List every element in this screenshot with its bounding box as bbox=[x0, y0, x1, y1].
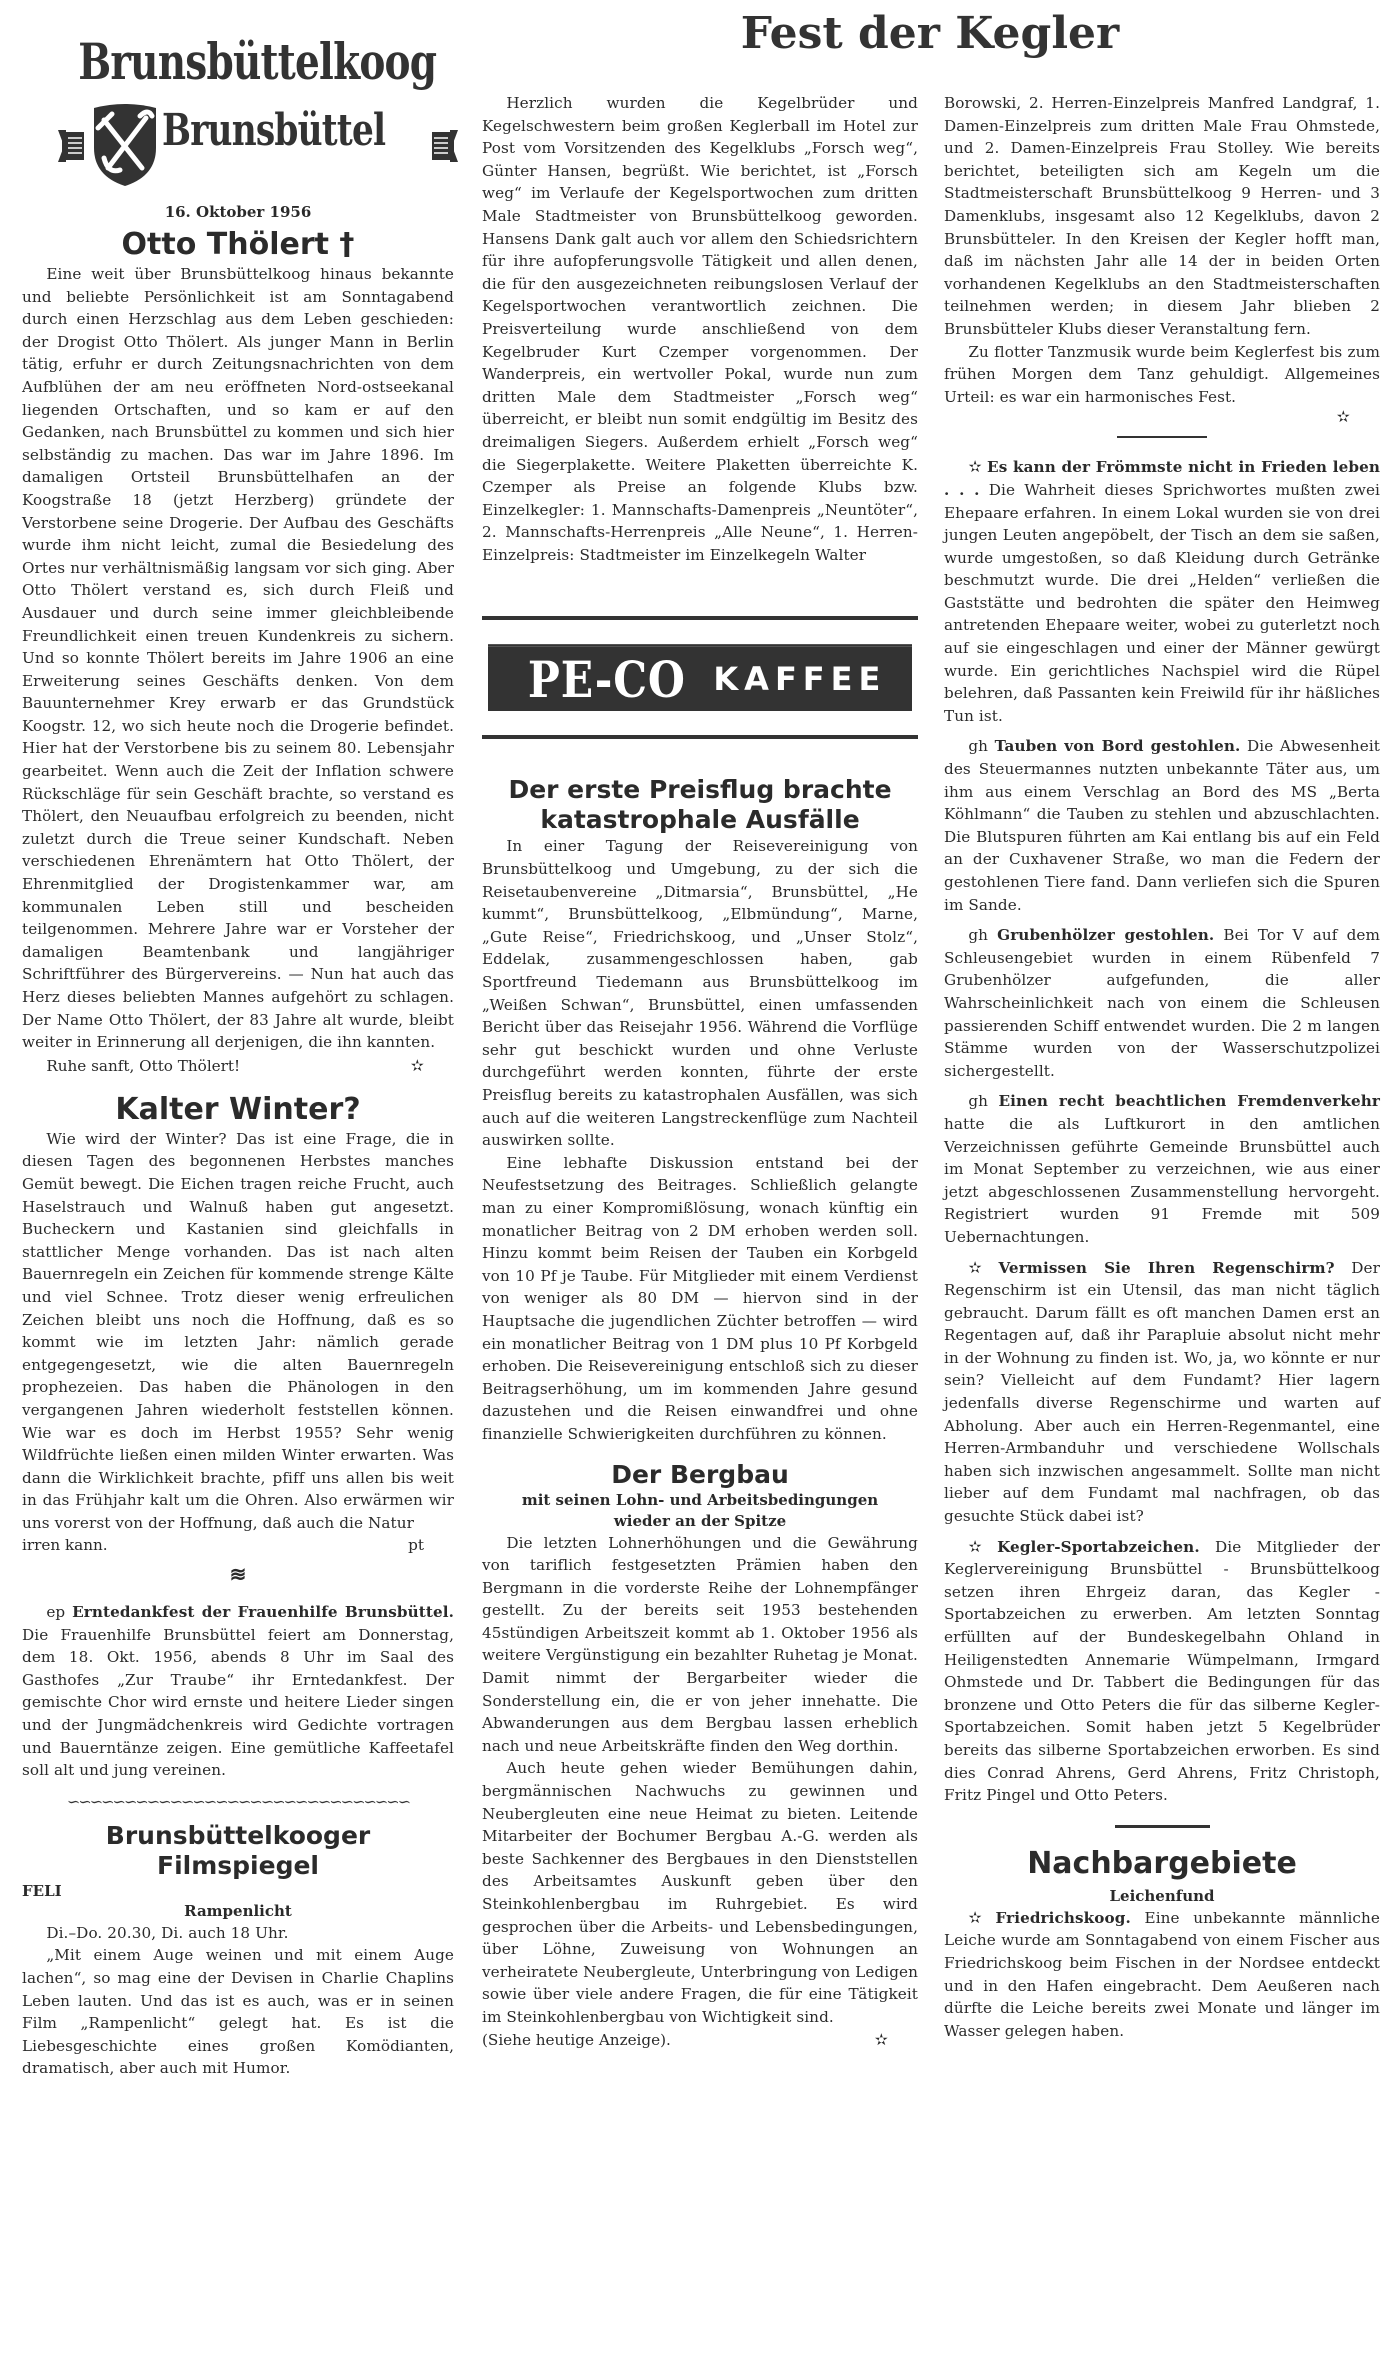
kegler-body-part3: Zu flotter Tanzmusik wurde beim Keglerfest bis zum frühen Morgen dem Tanz gehuldigt. Allgemeines Urteil: es war ein harmonisches Fest. bbox=[944, 342, 1380, 406]
brief-body: Die Abwesenheit des Steuermannes nutzten unbekannte Täter aus, um ihm aus einem Verschlag an Bord des MS „Berta Köhlmann“ die Tauben zu stehlen und abzuschlachten. Die Blutspuren führten am Kai entlang bis auf ein Feld an der Cuxhavener Straße, wo man die Federn der gestohlenen Tiere fand. Dann verliefen sich die Spuren im Sande. bbox=[944, 737, 1380, 914]
preisflug-body-p1: In einer Tagung der Reisevereinigung von Brunsbüttelkoog und Umgebung, zu der sich die Reisetaubenvereine „Ditmarsia“, Brunsbüttel, „He kummt“, Brunsbüttelkoog, „Elbmündung“, Marne, „Gute Reise“, Friedrichskoog, und „Unser Stolz“, Eddelak, zusammengeschlossen haben, gab Sportfreund Tiedemann aus Brunsbüttelkoog im „Weißen Schwan“, Brunsbüttel, einen umfassenden Bericht über das Reisejahr 1956. Während die Vorflüge sehr gut beschickt wurden und ohne Verluste durchgeführt werden konnten, führte der erste Preisflug bereits zu katastrophalen Ausfällen, was sich auch auf die weiteren Langstreckenflüge zum Nachteil auswirken sollte. bbox=[482, 837, 918, 1150]
bergbau-body-p2: Auch heute gehen wieder Bemühungen dahin, bergmännischen Nachwuchs zu gewinnen und Neubergleuten eine neue Heimat zu bieten. Leitende Mitarbeiter der Bochumer Bergbau A.-G. werden als beste Sachkenner des Bergbaues in den Dienststellen des Arbeitsamtes Auskunft geben über den Steinkohlenbergbau im Ruhrgebiet. Es wird gesprochen über die Arbeits- und Lebensbedingungen, über Löhne, Zuweisung von Wohnungen an verheiratete Neubergleute, Unterbringung von Ledigen sowie über viele andere Fragen, die für eine Tätigkeit im Steinkohlenbergbau von Wichtigkeit sind. bbox=[482, 1759, 918, 2026]
film-body: „Mit einem Auge weinen und mit einem Auge lachen“, so mag eine der Devisen in Charlie Chaplins Leben lauten. Und das ist es auch, was er in seinen Film „Rampenlicht“ gelegt hat. Es ist die Liebesgeschichte eines großen Komödianten, dramatisch, aber auch mit Humor. bbox=[22, 1946, 454, 2078]
film-title: Rampenlicht bbox=[184, 1901, 292, 1920]
ad-rule-top bbox=[482, 616, 918, 620]
bergbau-subtitle-line2: wieder an der Spitze bbox=[613, 1511, 787, 1530]
obituary-headline: Otto Thölert † bbox=[121, 227, 355, 262]
masthead-line2: Brunsbüttel bbox=[162, 105, 386, 156]
erntedank-body: Die Frauenhilfe Brunsbüttel feiert am Donnerstag, dem 18. Okt. 1956, abends 8 Uhr im Saal des Gasthofes „Zur Traube“ ihr Erntedankfest. Der gemischte Chor wird ernste und heitere Lieder singen und der Jungmädchenkreis wird Gedichte vortragen und Bauerntänze zeigen. Eine gemütliche Kaffeetafel soll alt und jung vereinen. bbox=[22, 1625, 454, 1780]
filmspiegel-headline: Brunsbüttelkooger Filmspiegel bbox=[105, 1820, 371, 1880]
column-3 bbox=[944, 0, 1380, 2042]
brief-title: Tauben von Bord gestohlen. bbox=[994, 737, 1241, 756]
star-icon: ✫ bbox=[874, 2029, 888, 2049]
erntedank-article bbox=[22, 1601, 454, 1782]
wave-separator-icon: ≋ bbox=[229, 1562, 247, 1587]
brief-body: Der Regenschirm ist ein Utensil, das man nicht täglich gebraucht. Darum fällt es oft manchen Damen erst an Regentagen auf, daß ihr Parapluie absolut nicht mehr in der Wohnung zu finden ist. Wo, ja, wo könnte er nur sein? Vielleicht auf dem Fundamt? Hier lagern jedenfalls diverse Regenschirme und warten auf Abholung. Aber auch ein Herren-Regenmantel, eine Herren-Armbanduhr und verschiedene Wollschals haben sich inzwischen angesammelt. Sollte man nicht lieber auf dem Fundamt mal nachfragen, ob das gesuchte Stück dabei ist? bbox=[944, 1258, 1380, 1526]
brief-item bbox=[944, 1536, 1380, 1807]
star-icon: ✫ bbox=[1336, 407, 1350, 427]
brief-title: Grubenhölzer gestohlen. bbox=[997, 926, 1215, 945]
ribbon-right-icon bbox=[432, 130, 458, 162]
kegler-body-part2: Borowski, 2. Herren-Einzelpreis Manfred Landgraf, 1. Damen-Einzelpreis zum dritten Male Frau Ohmstede, und 2. Damen-Einzelpreis Frau Stolley. Wie bereits berichtet, beteiligten sich am Kegeln um die Stadtmeisterschaft Brunsbüttelkoog 9 Herren- und 3 Damenklubs, insgesamt also 12 Kegelklubs, davon 2 Brunsbütteler. In den Kreisen der Kegler hofft man, daß im nächsten Jahr alle 14 der in beiden Orten vorhandenen Kegelklubs an den Stadtmeisterschaften teilnehmen werden; in diesem Jahr blieben 2 Brunsbütteler Klubs dieser Veranstaltung fern. bbox=[944, 94, 1380, 338]
column-1 bbox=[22, 0, 454, 2080]
column-2 bbox=[482, 0, 918, 2051]
preisflug-headline-line2: katastrophale Ausfälle bbox=[540, 805, 860, 835]
nachbar-subtitle: Leichenfund bbox=[1109, 1886, 1215, 1905]
bergbau-closing: (Siehe heutige Anzeige). bbox=[482, 2030, 671, 2049]
nachbar-article bbox=[944, 1907, 1380, 2043]
nachbar-body: Eine unbekannte männliche Leiche wurde am Sonntagabend von einem Fischer aus Friedrichskoog beim Fischen in der Nordsee entdeckt und in den Hafen eingebracht. Dem Aeußeren nach dürfte die Leiche bereits zwei Monate und länger im Wasser gelegen haben. bbox=[944, 1908, 1381, 2040]
peco-kaffee-ad[interactable] bbox=[482, 566, 918, 739]
star-icon: ✫ bbox=[968, 1257, 982, 1277]
brief-item bbox=[944, 924, 1380, 1082]
local-briefs bbox=[944, 456, 1380, 1806]
bergbau-body-p1: Die letzten Lohnerhöhungen und die Gewährung von tariflich festgesetzten Prämien haben den Bergmann in die vorderste Reihe der Lohnempfänger gestellt. Zu der bereits seit 1953 bestehenden 45stündigen Arbeitszeit kommt ab 1. Oktober 1956 als weitere Vergünstigung ein bezahlter Ruhetag je Monat. Damit nimmt der Bergarbeiter wieder die Sonderstellung ein, die er von jeher innehatte. Die Abwanderungen aus dem Bergbau lassen erheblich nach und neue Arbeitskräfte finden den Weg dorthin. bbox=[482, 1533, 918, 1755]
brief-author: gh bbox=[968, 926, 989, 945]
brief-body: hatte die als Luftkurort in den amtlichen Verzeichnissen geführte Gemeinde Brunsbüttel auch im Monat September zu verzeichnen, wie aus einer jetzt abgeschlossenen Zusammenstellung hervorgeht. Registriert wurden 91 Fremde mit 509 Uebernachtungen. bbox=[944, 1114, 1380, 1246]
kegler-body-part1: Herzlich wurden die Kegelbrüder und Kegelschwestern beim großen Keglerball im Hotel zur Post vom Vorsitzenden des Kegelklubs „Forsch weg“, Günter Hansen, begrüßt. Wie berichtet, ist „Forsch weg“ im Verlaufe der Kegelsportwochen zum dritten Male Stadtmeister von Brunsbüttelkoog geworden. Hansens Dank galt auch vor allem den Schiedsrichtern für ihre aufopferungsvolle Tätigkeit und allen denen, die für den ausgezeichneten reibungslosen Verlauf der Kegelsportwochen verantwortlich zeichnen. Die Preisverteilung wurde anschließend von dem Kegelbruder Kurt Czemper vorgenommen. Der Wanderpreis, ein wertvoller Pokal, wurde nun zum dritten Male dem Stadtmeister „Forsch weg“ überreicht, er bleibt nun somit endgültig im Besitz des dreimaligen Siegers. Außerdem erhielt „Forsch weg“ die Siegerplakette. Weitere Plaketten überreichte K. Czemper als Preise an folgende Klubs bzw. Einzelkegler: 1. Mannschafts-Damenpreis „Neuntöter“, 2. Mannschafts-Herrenpreis „Alle Neune“, 1. Herren-Einzelpreis: Stadtmeister im Einzelkegeln Walter bbox=[482, 94, 918, 564]
winter-body: Wie wird der Winter? Das ist eine Frage, die in diesen Tagen des begonnenen Herbstes manches Gemüt bewegt. Die Eichen tragen reiche Frucht, auch Haselstrauch und Walnuß haben gut angesetzt. Bucheckern und Kastanien sind gleichfalls in stattlicher Menge vorhanden. Das ist nach alten Bauernregeln ein Zeichen für kommende strenge Kälte und viel Schnee. Trotz dieser wenig erfreulichen Zeichen bleibt uns noch die Hoffnung, daß es so kommt wie im letzten Jahr: nämlich gerade entgegengesetzt, wie die alten Bauernregeln prophezeien. Das haben die Phänologen in den vergangenen Jahren wiederholt feststellen können. Wie war es doch im Herbst 1955? Sehr wenig Wildfrüchte ließen einen milden Winter erwarten. Was dann die Wirklichkeit brachte, pfiff uns allen bis weit in das Frühjahr kalt um die Ohren. Also erwärmen wir uns vorerst von der Hoffnung, daß auch die Natur bbox=[22, 1129, 454, 1532]
film-times: Di.–Do. 20.30, Di. auch 18 Uhr. bbox=[46, 1923, 289, 1942]
star-icon: ✫ bbox=[968, 1536, 982, 1556]
short-rule bbox=[1117, 436, 1207, 438]
anchor-hammer-crest-icon bbox=[90, 102, 160, 188]
cinema-name: FELI bbox=[22, 1881, 62, 1900]
obituary-closing: Ruhe sanft, Otto Thölert! bbox=[46, 1056, 241, 1075]
brief-title: Einen recht beachtlichen Fremdenverkehr bbox=[998, 1092, 1380, 1111]
masthead bbox=[22, 0, 454, 165]
brief-title: Kegler-Sportabzeichen. bbox=[997, 1537, 1200, 1556]
kegler-headline: Fest der Kegler bbox=[740, 8, 1120, 59]
brief-body: Die Wahrheit dieses Sprichwortes mußten zwei Ehepaare erfahren. In einem Lokal wurden sie von drei jungen Leuten angepöbelt, der Tisch an dem sie saßen, wurde umgestoßen, so daß Kleidung durch Getränke beschmutzt wurde. Die drei „Helden“ verließen die Gaststätte und bedrohten die später den Heimweg antretenden Ehepaare weiter, wobei zu guterletzt noch auf sie eingeschlagen und einer der Männer gewürgt wurde. Ein gerichtliches Nachspiel wird die Rüpel belehren, daß Passanten kein Freiwild für ihr häßliches Tun ist. bbox=[944, 480, 1380, 725]
erntedank-prefix: ep bbox=[46, 1603, 66, 1622]
nachbar-headline: Nachbargebiete bbox=[1027, 1845, 1297, 1881]
masthead-line1: Brunsbüttelkoog bbox=[78, 32, 437, 91]
preisflug-headline-line1: Der erste Preisflug brachte bbox=[508, 775, 892, 805]
nachbar-lead: Friedrichskoog. bbox=[995, 1908, 1131, 1927]
short-rule bbox=[1115, 1825, 1210, 1828]
brief-item bbox=[944, 1090, 1380, 1248]
brief-item bbox=[944, 1257, 1380, 1528]
ornament-divider: ∽∽∽∽∽∽∽∽∽∽∽∽∽∽∽∽∽∽∽∽∽∽∽∽∽∽∽∽∽∽ bbox=[66, 1791, 410, 1811]
brief-author: gh bbox=[968, 1092, 989, 1111]
brief-title: Vermissen Sie Ihren Regenschirm? bbox=[998, 1258, 1335, 1277]
ad-banner bbox=[488, 644, 912, 711]
obituary-body: Eine weit über Brunsbüttelkoog hinaus bekannte und beliebte Persönlichkeit ist am Sonntagabend durch einen Herzschlag aus dem Leben geschieden: der Drogist Otto Thölert. Als junger Mann in Berlin tätig, erfuhr er durch Zeitungsnachrichten von dem Aufblühen der am neu eröffneten Nord-ostseekanal liegenden Ortschaften, und so kam er auf den Gedanken, nach Brunsbüttel zu kommen und sich hier selbständig zu machen. Das war im Jahre 1896. Im damaligen Ortsteil Brunsbüttelhafen an der Koogstraße 18 (jetzt Herzberg) gründete der Verstorbene seine Drogerie. Der Aufbau des Geschäfts wurde ihm nicht leicht, zumal die Besiedelung des Ortes nur verhältnismäßig langsam vor sich ging. Aber Otto Thölert verstand es, sich durch Fleiß und Ausdauer und durch seine immer gleichbleibende Freundlichkeit einen treuen Kundenkreis zu sichern. Und so konnte Thölert bereits im Jahre 1906 an eine Erweiterung seines Geschäfts denken. Von dem Bauunternehmer Krey erwarb er das Grundstück Koogstr. 12, wo sich heute noch die Drogerie befindet. Hier hat der Verstorbene bis zu seinem 80. Lebensjahr gearbeitet. Wenn auch die Zeit der Inflation schwere Rückschläge für sein Geschäft brachte, so verstand es Thölert, den Neuaufbau erfolgreich zu beenden, nicht zuletzt durch die Treue seiner Kundschaft. Neben verschiedenen Ehrenämtern hat Otto Thölert, der Ehrenmitglied der Drogistenkammer war, am kommunalen Leben still und bescheiden teilgenommen. Mehrere Jahre war er Vorsteher der damaligen Beamtenbank und langjähriger Schriftführer des Bürgervereins. — Nun hat auch das Herz dieses beliebten Mannes aufgehört zu schlagen. Der Name Otto Thölert, der 83 Jahre alt wurde, bleibt weiter in Erinnerung all derjenigen, die ihn kannten. bbox=[22, 265, 454, 1052]
winter-last-line: irren kann. bbox=[22, 1536, 108, 1555]
winter-author: pt bbox=[408, 1536, 424, 1555]
brief-body: Die Mitglieder der Keglervereinigung Brunsbüttel - Brunsbüttelkoog setzen ihren Ehrgeiz daran, das Kegler - Sportabzeichen zu erwerben. Am letzten Sonntag erfüllten auf der Bundeskegelbahn Ohland in Heiligenstedten Annemarie Wümpelmann, Irmgard Ohmstede und Dr. Tabbert die Bedingungen für das bronzene und Otto Peters die für das silberne Kegler-Sportabzeichen. Somit haben jetzt 5 Kegelbrüder bereits das silberne Sportabzeichen erworben. Es sind dies Conrad Ahrens, Gerd Ahrens, Fritz Christoph, Fritz Pingel und Otto Peters. bbox=[944, 1537, 1380, 1805]
bergbau-subtitle-line1: mit seinen Lohn- und Arbeitsbedingungen bbox=[521, 1490, 879, 1509]
erntedank-title: Erntedankfest der Frauenhilfe Brunsbüttel. bbox=[72, 1603, 454, 1622]
issue-date: 16. Oktober 1956 bbox=[164, 203, 312, 221]
star-icon: ✫ bbox=[968, 457, 982, 477]
winter-headline: Kalter Winter? bbox=[115, 1091, 361, 1127]
bergbau-headline: Der Bergbau bbox=[611, 1459, 789, 1489]
ribbon-left-icon bbox=[58, 130, 84, 162]
star-icon: ✫ bbox=[410, 1055, 424, 1075]
ad-product: KAFFEE bbox=[713, 660, 887, 699]
preisflug-body-p2: Eine lebhafte Diskussion entstand bei der Neufestsetzung des Beitrages. Schließlich gelangte man zu einer Kompromißlösung, wonach künftig ein monatlicher Beitrag von 2 DM erhoben werden soll. Hinzu kommt beim Reisen der Tauben ein Korbgeld von 10 Pf je Taube. Für Mitglieder mit einem Verdienst von weniger als 80 DM — hiervon sind in der Hauptsache die jugendlichen Züchter betroffen — wird ein monatlicher Beitrag von 1 DM plus 10 Pf Korbgeld erhoben. Die Reisevereinigung entschloß sich zu dieser Beitragserhöhung, um im kommenden Jahre gesund dazustehen und die Reisen einwandfrei und ohne finanzielle Schwierigkeiten durchführen zu können. bbox=[482, 1153, 918, 1443]
brief-item bbox=[944, 456, 1380, 727]
brief-item bbox=[944, 735, 1380, 916]
ad-brand: PE-CO bbox=[527, 649, 686, 709]
brief-body: Bei Tor V auf dem Schleusengebiet wurden in einem Rübenfeld 7 Grubenhölzer aufgefunden, die aller Wahrscheinlichkeit nach von einem die Schleusen passierenden Schiff entwendet wurden. Die 2 m langen Stämme wurden von der Wasserschutzpolizei sichergestellt. bbox=[944, 926, 1380, 1080]
star-icon: ✫ bbox=[968, 1907, 982, 1927]
brief-title: Es kann der Frömmste nicht in Frieden leben . . . bbox=[944, 458, 1380, 499]
brief-author: gh bbox=[968, 737, 989, 756]
